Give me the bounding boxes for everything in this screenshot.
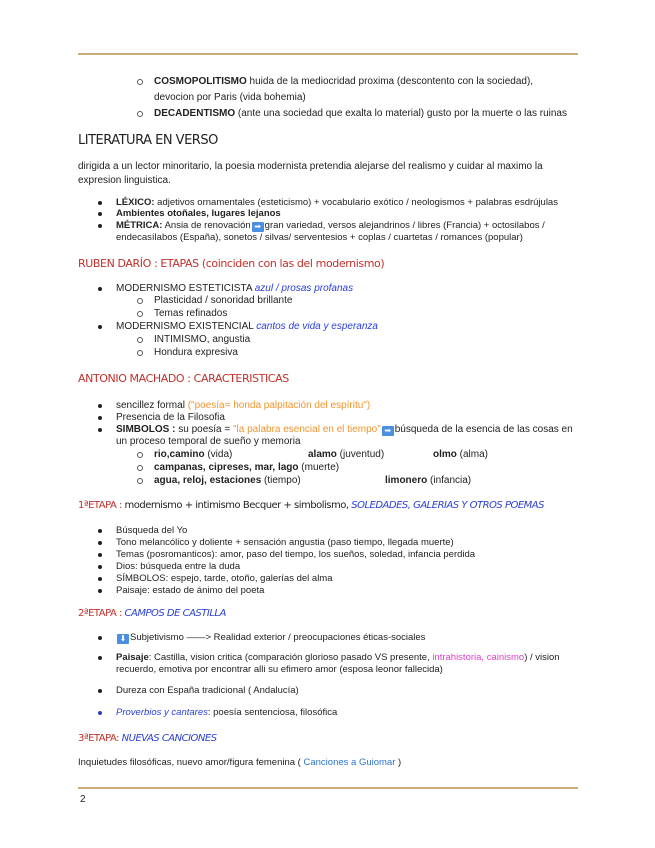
symbol-rio: rio,camino (vida) [154,449,233,460]
section-heading-ruben: RUBEN DARÍO : ETAPAS (coinciden con las del modernismo) [78,257,385,270]
etapa2-item-3: Dureza con España tradicional ( Andalucía) [116,685,299,696]
footer-rule [78,787,578,789]
bullet-icon [98,589,102,593]
bullet-icon [98,428,102,432]
canciones-guiomar-link[interactable]: Canciones a Guiomar [303,757,396,768]
ruben-etapa-1: MODERNISMO ESTETICISTA azul / prosas profanas [116,283,354,294]
etapa1-item: Dios: búsqueda entre la duda [116,561,241,572]
page-number: 2 [80,794,86,805]
bullet-icon [98,416,102,420]
bullet-icon [98,553,102,557]
etapa1-item: Paisaje: estado de ánimo del poeta [116,585,265,596]
etapa1-item: Tono melancólico y doliente + sensación angustia (paso tiempo, llegada muerte) [116,537,454,548]
circle-bullet-icon [137,465,143,471]
top-item-1: COSMOPOLITISMO huida de la mediocridad proxima (descontento con la sociedad), [154,76,534,87]
ruben-etapa-2-a: INTIMISMO, angustia [154,334,251,345]
bullet-icon [98,656,102,660]
etapa1-item: Temas (posromanticos): amor, paso del tiempo, los sueños, soledad, infancia perdida [116,549,476,560]
bullet-icon [98,689,102,693]
lit-intro-line1: dirigida a un lector minoritario, la poesia modernista pretendia alejarse del realismo y cuidar al maximo la [78,161,543,172]
circle-bullet-icon [137,478,143,484]
circle-bullet-icon [137,111,143,117]
bullet-icon [98,201,102,205]
circle-bullet-icon [137,452,143,458]
section-heading-etapa1: 1ªETAPA : modernismo + intimismo Becquer + simbolismo, SOLEDADES, GALERIAS Y OTROS POEMAS [78,500,544,511]
etapa2-item-2-cont: recuerdo, emotiva por encontrar alli su efimero amor (esposa leonor fallecida) [116,664,443,675]
symbol-agua: agua, reloj, estaciones (tiempo) [154,475,301,486]
etapa3-text: Inquietudes filosóficas, nuevo amor/figura femenina ( Canciones a Guiomar ) [78,757,402,768]
top-item-1-cont: devocion por Paris (vida bohemia) [154,92,306,103]
down-arrow-icon: ⬇ [117,634,129,644]
bullet-icon [98,212,102,216]
etapa1-item: SÍMBOLOS: espejo, tarde, otoño, galerías del alma [116,573,333,584]
machado-c2: Presencia de la Filosofia [116,412,225,423]
bullet-icon [98,577,102,581]
circle-bullet-icon [137,350,143,356]
circle-bullet-icon [137,311,143,317]
bullet-icon [98,529,102,533]
section-heading-etapa2: 2ªETAPA : CAMPOS DE CASTILLA [78,608,226,619]
header-rule [78,53,578,55]
bullet-icon [98,325,102,329]
metrica-item: MÉTRICA: Ansia de renovación ➡ gran variedad, versos alejandrinos / libres (Francia) + octosilabos / [116,220,545,231]
bullet-icon [98,224,102,228]
symbol-limonero: limonero (infancia) [385,475,472,486]
symbol-olmo: olmo (alma) [433,449,489,460]
section-heading-literatura: LITERATURA EN VERSO [78,133,218,148]
etapa2-item-4: Proverbios y cantares: poesía sentenciosa, filosófica [116,707,338,718]
metrica-item-cont: endecasílabos (España), sonetos / silvas/ serventesios + coplas / cuartetas / romances (popular) [116,232,523,243]
machado-c3-cont: un proceso temporal de sueño y memoria [116,436,301,447]
right-arrow-icon: ➡ [382,426,394,436]
circle-bullet-icon [137,337,143,343]
section-heading-etapa3: 3ªETAPA: NUEVAS CANCIONES [78,733,217,744]
etapa1-item: Búsqueda del Yo [116,525,188,536]
bullet-icon [98,541,102,545]
machado-c1: sencillez formal ("poesía= honda palpitación del espíritu") [116,400,371,411]
lit-intro-line2: expresion linguistica. [78,175,171,186]
bullet-icon [98,404,102,408]
circle-bullet-icon [137,298,143,304]
ruben-etapa-2-b: Hondura expresiva [154,347,238,358]
right-arrow-icon: ➡ [252,222,264,232]
bullet-icon [98,565,102,569]
etapa2-item-2: Paisaje: Castilla, vision critica (comparación glorioso pasado VS presente, intrahistoria, cainismo) / vision [116,652,560,663]
etapa2-item-1: ⬇ Subjetivismo ——> Realidad exterior / preocupaciones éticas-sociales [116,632,425,644]
symbol-campanas: campanas, cipreses, mar, lago (muerte) [154,462,340,473]
machado-c3: SIMBOLOS : su poesía = "la palabra esencial en el tiempo" ➡ búsqueda de la esencia de las cosas en [116,424,573,435]
bullet-icon [98,711,102,715]
symbol-alamo: alamo (juventud) [308,449,385,460]
bullet-icon [98,287,102,291]
circle-bullet-icon [137,79,143,85]
ambientes-item: Ambientes otoñales, lugares lejanos [116,208,281,219]
ruben-etapa-1-a: Plasticidad / sonoridad brillante [154,295,293,306]
ruben-etapa-2: MODERNISMO EXISTENCIAL cantos de vida y esperanza [116,321,378,332]
lexico-item: LÉXICO: adjetivos ornamentales (esteticismo) + vocabulario exótico / neologismos + palabras esdrújulas [116,197,558,208]
ruben-etapa-1-b: Temas refinados [154,308,228,319]
bullet-icon [98,636,102,640]
section-heading-machado: ANTONIO MACHADO : CARACTERISTICAS [78,372,289,385]
top-item-2: DECADENTISMO (ante una sociedad que exalta lo material) gusto por la muerte o las ruinas [154,108,567,119]
